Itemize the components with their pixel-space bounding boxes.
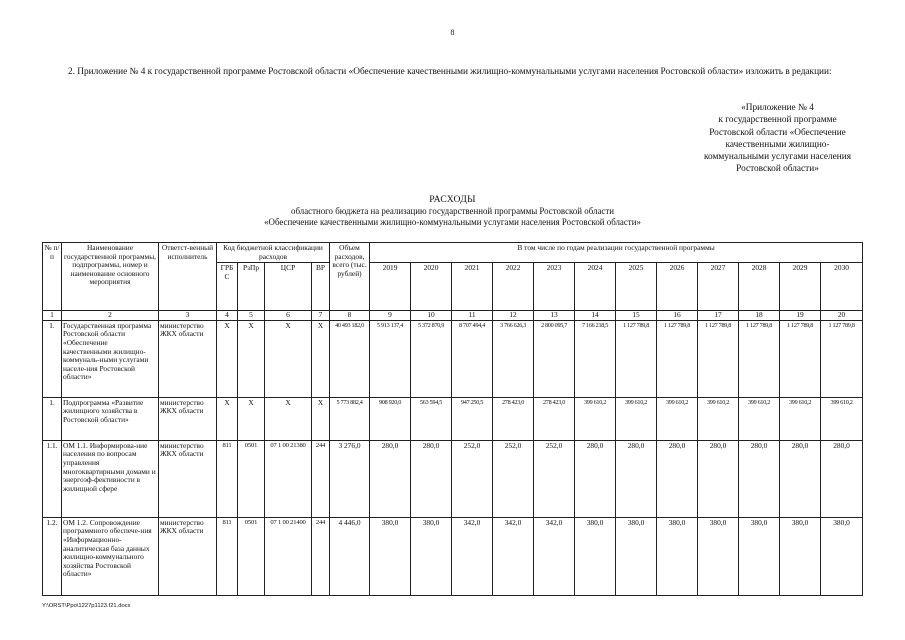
row-year-value: 280,0 <box>657 440 698 517</box>
header-no: № п/п <box>43 243 62 311</box>
row-executor: министерство ЖКХ области <box>159 397 217 440</box>
row-year-value: 280,0 <box>411 440 452 517</box>
row-year-value: 7 166 218,5 <box>575 320 616 397</box>
appendix-line: Ростовской области» <box>736 164 819 175</box>
row-vr: 244 <box>312 517 330 595</box>
row-year-value: 280,0 <box>821 440 863 517</box>
row-year-value: 399 610,2 <box>657 397 698 440</box>
row-name: Подпрограмма «Развитие жилищного хозяйства в Ростовской области» <box>62 397 159 440</box>
row-rzpr: 0501 <box>238 440 265 517</box>
row-vr: 244 <box>312 440 330 517</box>
row-csr: 07 1 00 21380 <box>265 440 312 517</box>
row-executor: министерство ЖКХ области <box>159 517 217 595</box>
row-year-value: 342,0 <box>534 517 575 595</box>
row-year-value: 1 127 789,8 <box>698 320 739 397</box>
header-grbs: ГРБ С <box>217 263 238 311</box>
row-year-value: 252,0 <box>493 440 534 517</box>
row-year-value: 252,0 <box>534 440 575 517</box>
row-executor: министерство ЖКХ области <box>159 440 217 517</box>
column-number: 18 <box>739 311 780 321</box>
row-rzpr: X <box>238 397 265 440</box>
row-grbs: X <box>217 397 238 440</box>
header-rzpr: РзПр <box>238 263 265 311</box>
intro-paragraph: 2. Приложение № 4 к государственной программе Ростовской области «Обеспечение качественными жилищно-коммунальными услугами населения Ростовской области» изложить в редакции: <box>68 67 832 77</box>
header-year: 2026 <box>657 263 698 311</box>
row-year-value: 280,0 <box>616 440 657 517</box>
row-year-value: 380,0 <box>575 517 616 595</box>
row-vr: X <box>312 320 330 397</box>
expenses-table <box>42 242 863 596</box>
header-year: 2028 <box>739 263 780 311</box>
row-year-value: 280,0 <box>370 440 411 517</box>
row-year-value: 3 766 626,3 <box>493 320 534 397</box>
column-number: 14 <box>575 311 616 321</box>
row-year-value: 1 127 789,8 <box>780 320 821 397</box>
row-year-value: 380,0 <box>657 517 698 595</box>
header-budget-code: Код бюджетной классификации расходов <box>217 243 330 263</box>
row-year-value: 1 127 789,8 <box>616 320 657 397</box>
column-number: 8 <box>330 311 370 321</box>
header-year: 2019 <box>370 263 411 311</box>
row-year-value: 280,0 <box>739 440 780 517</box>
header-csr: ЦСР <box>265 263 312 311</box>
header-year: 2022 <box>493 263 534 311</box>
column-number: 11 <box>452 311 493 321</box>
heading-title: РАСХОДЫ <box>429 194 476 205</box>
row-year-value: 380,0 <box>698 517 739 595</box>
column-number: 16 <box>657 311 698 321</box>
row-year-value: 2 800 095,7 <box>534 320 575 397</box>
row-name: Государственная программа Ростовской области «Обеспечение качественными жилищно-коммуналь-ными услугами населе-ния Ростовской области» <box>62 320 159 397</box>
column-number: 12 <box>493 311 534 321</box>
row-year-value: 380,0 <box>821 517 863 595</box>
page-number: 8 <box>450 28 455 37</box>
column-number: 4 <box>217 311 238 321</box>
row-no: 1. <box>43 397 62 440</box>
row-no: 1.1. <box>43 440 62 517</box>
header-year: 2024 <box>575 263 616 311</box>
column-number: 20 <box>821 311 863 321</box>
row-csr: X <box>265 320 312 397</box>
row-year-value: 380,0 <box>616 517 657 595</box>
heading-program-name: «Обеспечение качественными жилищно-коммунальными услугами населения Ростовской области» <box>264 217 641 227</box>
row-rzpr: X <box>238 320 265 397</box>
column-number: 15 <box>616 311 657 321</box>
footer-file-path: Y:\ORST\Ppo\1227p1123.f21.docx <box>42 603 131 609</box>
row-rzpr: 0501 <box>238 517 265 595</box>
row-year-value: 563 594,5 <box>411 397 452 440</box>
row-year-value: 1 127 789,8 <box>657 320 698 397</box>
row-year-value: 252,0 <box>452 440 493 517</box>
row-no: I. <box>43 320 62 397</box>
header-year: 2020 <box>411 263 452 311</box>
row-year-value: 278 423,0 <box>493 397 534 440</box>
header-year: 2029 <box>780 263 821 311</box>
appendix-line: качественными жилищно- <box>725 139 830 150</box>
row-year-value: 1 127 789,8 <box>821 320 863 397</box>
appendix-line: к государственной программе <box>718 115 837 126</box>
table-row <box>43 397 863 440</box>
column-number: 5 <box>238 311 265 321</box>
row-year-value: 399 610,2 <box>821 397 863 440</box>
row-vr: X <box>312 397 330 440</box>
column-number: 3 <box>159 311 217 321</box>
header-vr: ВР <box>312 263 330 311</box>
row-no: 1.2. <box>43 517 62 595</box>
row-year-value: 1 127 789,8 <box>739 320 780 397</box>
appendix-line: коммунальными услугами населения <box>703 152 852 163</box>
column-number: 2 <box>62 311 159 321</box>
row-grbs: 811 <box>217 517 238 595</box>
appendix-line: «Приложение № 4 <box>741 103 814 113</box>
row-executor: министерство ЖКХ области <box>159 320 217 397</box>
row-year-value: 399 610,2 <box>780 397 821 440</box>
expenses-heading <box>0 194 905 229</box>
header-by-years: В том числе по годам реализации государственной программы <box>370 243 863 263</box>
row-year-value: 380,0 <box>370 517 411 595</box>
column-number: 6 <box>265 311 312 321</box>
header-name: Наименование государственной программы, подпрограммы, номер и наименование основного мероприятия <box>62 243 159 311</box>
row-csr: 07 1 00 21400 <box>265 517 312 595</box>
row-year-value: 399 610,2 <box>698 397 739 440</box>
column-number: 9 <box>370 311 411 321</box>
header-year: 2027 <box>698 263 739 311</box>
column-number: 7 <box>312 311 330 321</box>
row-year-value: 342,0 <box>493 517 534 595</box>
row-year-value: 947 250,5 <box>452 397 493 440</box>
row-name: ОМ 1.2. Сопровождение программного обеспече-ния «Информационно-аналитическая база данных жилищно-коммунального хозяйства Ростовской области» <box>62 517 159 595</box>
table-row <box>43 440 863 517</box>
row-grbs: X <box>217 320 238 397</box>
row-total: 40 493 182,0 <box>330 320 370 397</box>
column-number: 13 <box>534 311 575 321</box>
appendix-block <box>655 102 900 176</box>
header-year: 2023 <box>534 263 575 311</box>
heading-subtitle: областного бюджета на реализацию государственной программы Ростовской области <box>291 205 614 216</box>
row-year-value: 908 920,0 <box>370 397 411 440</box>
row-total: 5 773 882,4 <box>330 397 370 440</box>
header-year: 2021 <box>452 263 493 311</box>
row-year-value: 280,0 <box>575 440 616 517</box>
row-year-value: 380,0 <box>739 517 780 595</box>
column-number: 10 <box>411 311 452 321</box>
row-name: ОМ 1.1. Информирова-ние населения по вопросам управления многоквартирными домами и энергоэф-фективности в жилищной сфере <box>62 440 159 517</box>
table-header-row <box>43 243 863 263</box>
header-executor: Ответст-венный исполнитель <box>159 243 217 311</box>
header-year: 2025 <box>616 263 657 311</box>
row-year-value: 342,0 <box>452 517 493 595</box>
appendix-line: Ростовской области «Обеспечение <box>709 127 846 138</box>
row-total: 4 446,0 <box>330 517 370 595</box>
row-year-value: 399 610,2 <box>575 397 616 440</box>
row-year-value: 399 610,2 <box>739 397 780 440</box>
row-year-value: 8 707 494,4 <box>452 320 493 397</box>
header-volume: Объем расходов, всего (тыс. рублей) <box>330 243 370 311</box>
row-year-value: 380,0 <box>411 517 452 595</box>
column-number-row <box>43 311 863 321</box>
row-year-value: 280,0 <box>698 440 739 517</box>
header-year: 2030 <box>821 263 863 311</box>
row-csr: X <box>265 397 312 440</box>
column-number: 19 <box>780 311 821 321</box>
row-total: 3 276,0 <box>330 440 370 517</box>
row-year-value: 399 610,2 <box>616 397 657 440</box>
table-row <box>43 517 863 595</box>
column-number: 17 <box>698 311 739 321</box>
row-grbs: 811 <box>217 440 238 517</box>
table-row <box>43 320 863 397</box>
row-year-value: 5 372 870,9 <box>411 320 452 397</box>
row-year-value: 280,0 <box>780 440 821 517</box>
row-year-value: 380,0 <box>780 517 821 595</box>
column-number: 1 <box>43 311 62 321</box>
row-year-value: 278 423,0 <box>534 397 575 440</box>
row-year-value: 5 913 137,4 <box>370 320 411 397</box>
